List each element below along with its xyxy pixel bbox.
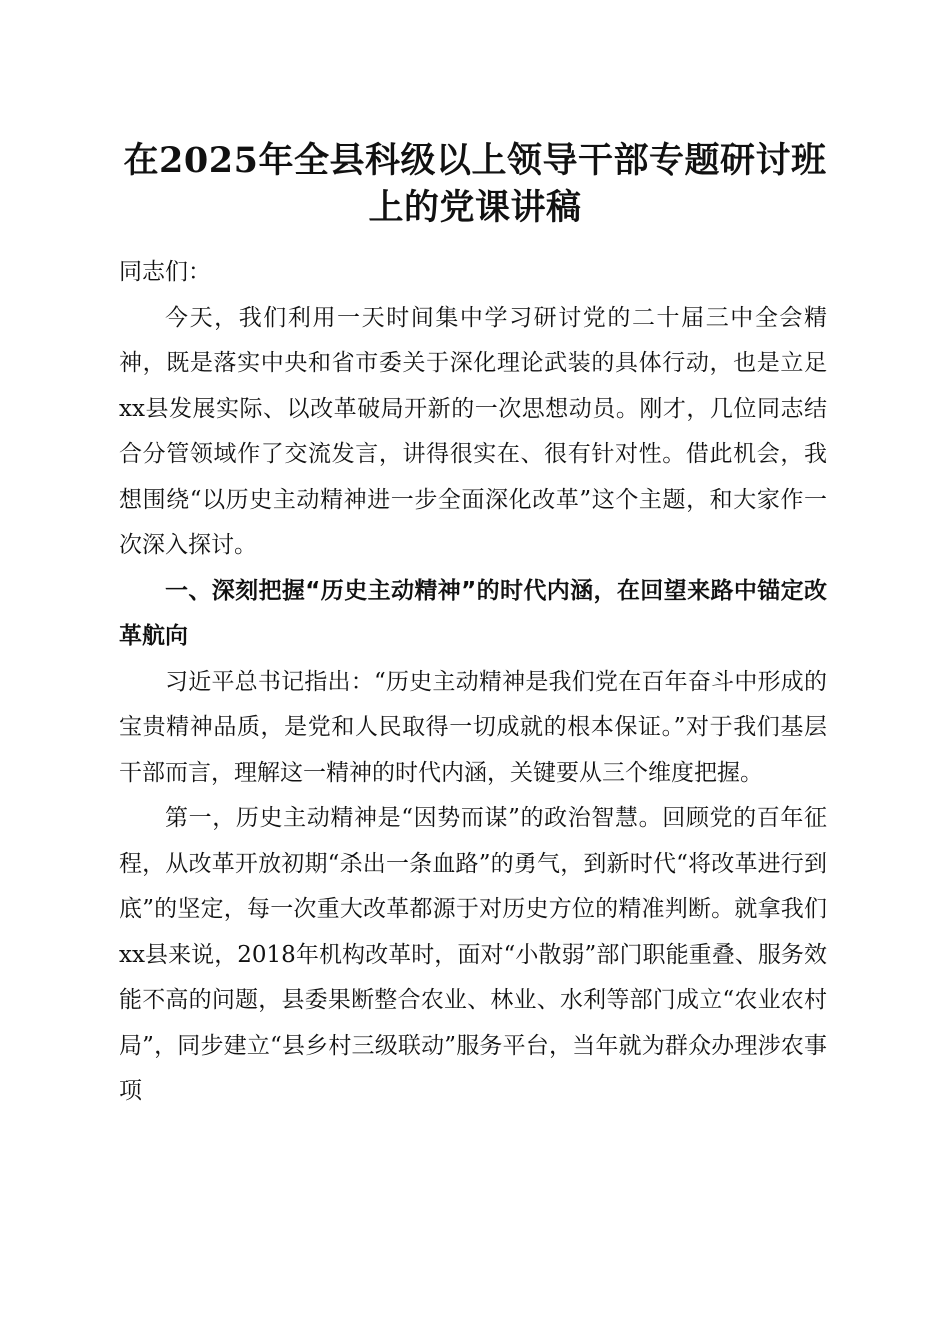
section-heading-1: 一、深刻把握“历史主动精神”的时代内涵，在回望来路中锚定改革航向	[119, 577, 827, 649]
document-title-line-2: 上的党课讲稿	[368, 187, 582, 228]
paragraph-opening: 今天，我们利用一天时间集中学习研讨党的二十届三中全会精神，既是落实中央和省市委关于深化理论武装的具体行动，也是立足xx县发展实际、以改革破局开新的一次思想动员。刚才，几位同志结合分管领域作了交流发言，讲得很实在、很有针对性。借此机会，我想围绕“以历史主动精神进一步全面深化改革”这个主题，和大家作一次深入探讨。	[119, 304, 827, 558]
document-body	[119, 250, 827, 1115]
paragraph-quote: 习近平总书记指出：“历史主动精神是我们党在百年奋斗中形成的宝贵精神品质，是党和人民取得一切成就的根本保证。”对于我们基层干部而言，理解这一精神的时代内涵，关键要从三个维度把握。	[119, 668, 827, 786]
paragraph-first-point: 第一，历史主动精神是“因势而谋”的政治智慧。回顾党的百年征程，从改革开放初期“杀出一条血路”的勇气，到新时代“将改革进行到底”的坚定，每一次重大改革都源于对历史方位的精准判断。就拿我们xx县来说，2018年机构改革时，面对“小散弱”部门职能重叠、服务效能不高的问题，县委果断整合农业、林业、水利等部门成立“农业农村局”，同步建立“县乡村三级联动”服务平台，当年就为群众办理涉农事项	[119, 805, 827, 1104]
salutation: 同志们：	[119, 259, 211, 285]
document-title-line-1: 在2025年全县科级以上领导干部专题研讨班	[123, 140, 827, 181]
